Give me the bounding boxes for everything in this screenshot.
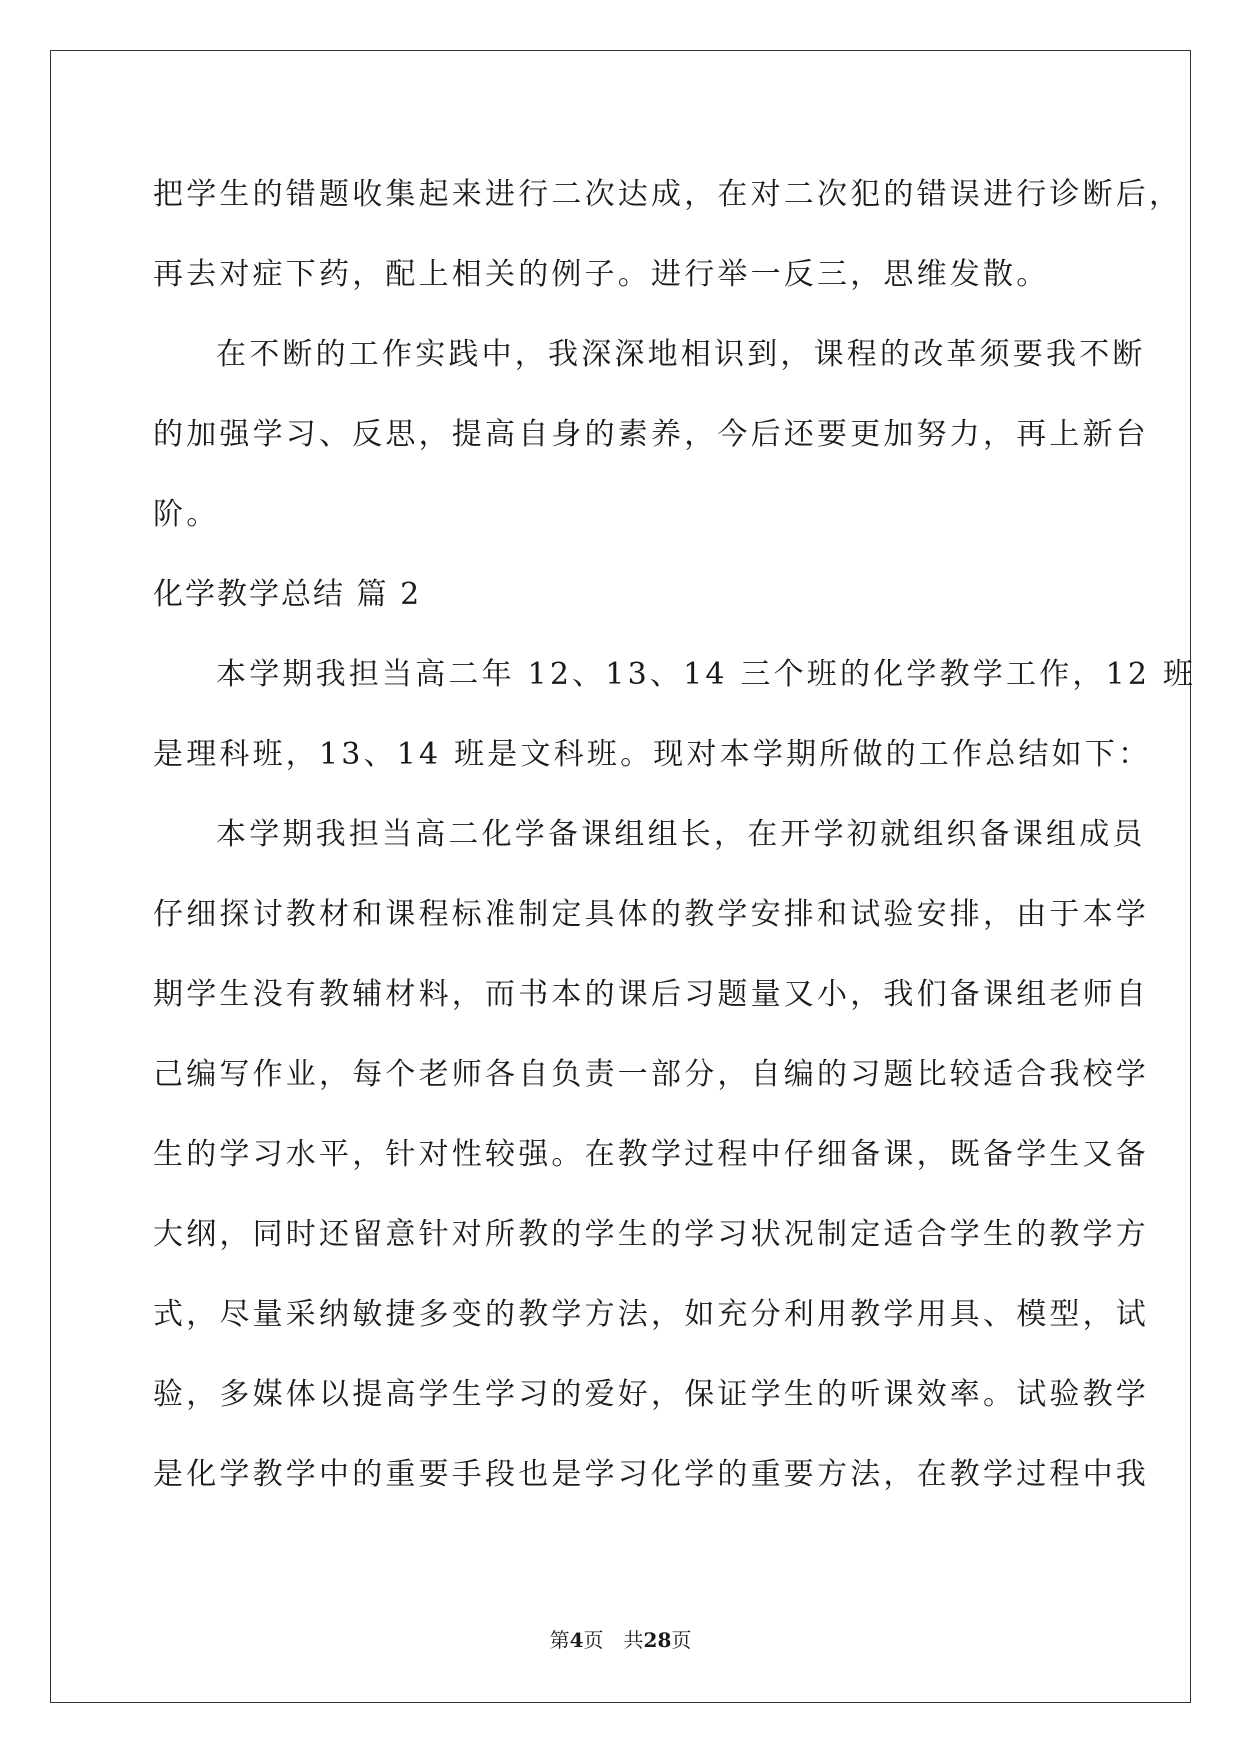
total-prefix: 共 bbox=[623, 1628, 644, 1652]
text-line: 是化学教学中的重要手段也是学习化学的重要方法，在教学过程中我 bbox=[153, 1457, 1149, 1492]
page-number: 4 bbox=[569, 1628, 584, 1652]
paragraph-start-line: 本学期我担当高二化学备课组组长，在开学初就组织备课组成员 bbox=[216, 817, 1146, 852]
text-line: 的加强学习、反思，提高自身的素养，今后还要更加努力，再上新台 bbox=[153, 417, 1149, 452]
text-line: 仔细探讨教材和课程标准制定具体的教学安排和试验安排，由于本学 bbox=[153, 897, 1149, 932]
document-body bbox=[153, 155, 1197, 1515]
total-suffix: 页 bbox=[671, 1628, 692, 1652]
text-line: 把学生的错题收集起来进行二次达成，在对二次犯的错误进行诊断后， bbox=[153, 177, 1183, 212]
text-line: 己编写作业，每个老师各自负责一部分，自编的习题比较适合我校学 bbox=[153, 1057, 1149, 1092]
text-line: 式，尽量采纳敏捷多变的教学方法，如充分利用教学用具、模型，试 bbox=[153, 1297, 1149, 1332]
paragraph-start-line: 在不断的工作实践中，我深深地相识到，课程的改革须要我不断 bbox=[216, 337, 1146, 372]
page-footer bbox=[0, 1627, 1241, 1653]
paragraph-start-line: 本学期我担当高二年 12、13、14 三个班的化学教学工作，12 班 bbox=[216, 657, 1197, 692]
text-line: 再去对症下药，配上相关的例子。进行举一反三，思维发散。 bbox=[153, 257, 1050, 292]
page-suffix: 页 bbox=[583, 1628, 604, 1652]
text-line: 验，多媒体以提高学生学习的爱好，保证学生的听课效率。试验教学 bbox=[153, 1377, 1149, 1412]
total-pages: 28 bbox=[643, 1628, 672, 1652]
text-line: 大纲，同时还留意针对所教的学生的学习状况制定适合学生的教学方 bbox=[153, 1217, 1149, 1252]
text-line: 阶。 bbox=[153, 497, 220, 532]
text-line: 生的学习水平，针对性较强。在教学过程中仔细备课，既备学生又备 bbox=[153, 1137, 1149, 1172]
section-heading: 化学教学总结 篇 2 bbox=[153, 577, 422, 612]
text-line: 是理科班，13、14 班是文科班。现对本学期所做的工作总结如下： bbox=[153, 737, 1152, 772]
page-prefix: 第 bbox=[549, 1628, 570, 1652]
text-line: 期学生没有教辅材料，而书本的课后习题量又小，我们备课组老师自 bbox=[153, 977, 1149, 1012]
